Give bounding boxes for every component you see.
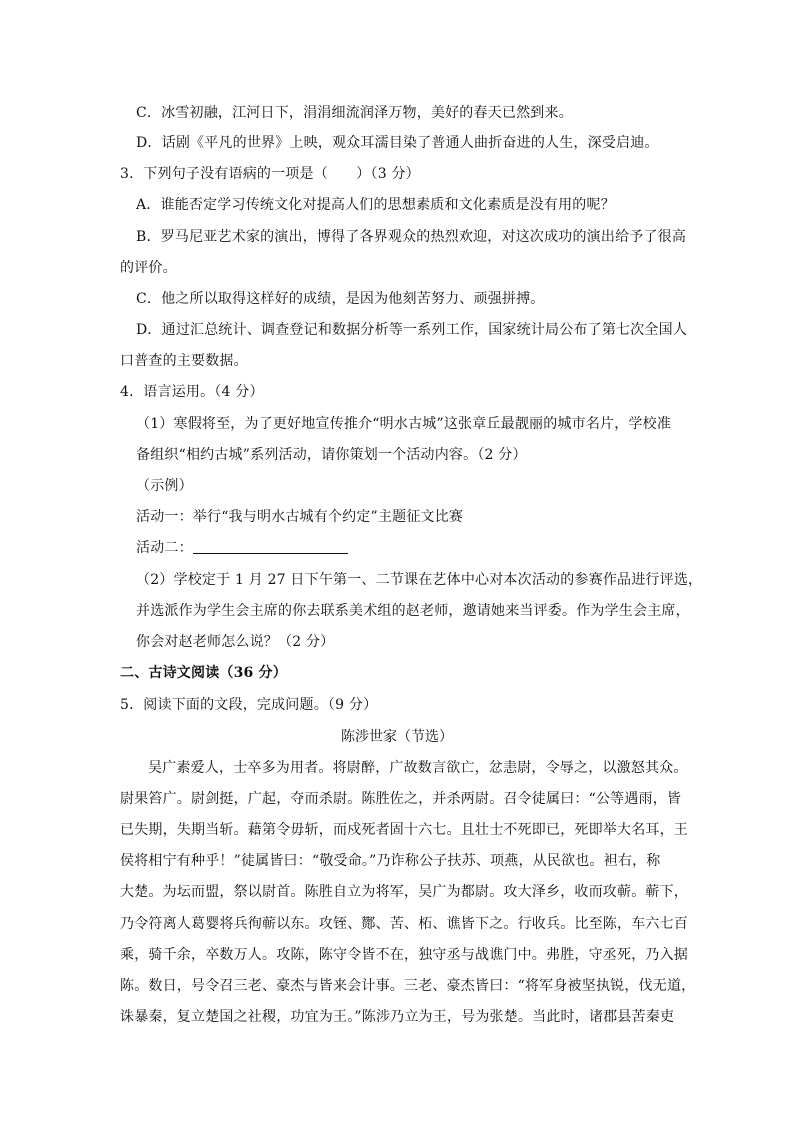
passage-line: 侯将相宁有种乎！”徒属皆曰：“敬受命。”乃诈称公子扶苏、项燕，从民欲也。袒右，称	[120, 853, 661, 869]
q4-part1-line2: 备组织“相约古城”系列活动，请你策划一个活动内容。（2 分）	[136, 447, 527, 463]
q3-stem: 3．下列句子没有语病的一项是（ ）（3 分）	[120, 166, 420, 182]
passage-line: 吴广素爱人，士卒多为用者。将尉醉，广故数言欲亡，忿恚尉，令辱之，以激怒其众。	[148, 760, 688, 776]
answer-blank[interactable]	[193, 539, 348, 554]
q4-example-label: （示例）	[136, 478, 193, 494]
q2-option-d: D．话剧《平凡的世界》上映，观众耳濡目染了普通人曲折奋进的人生，深受启迪。	[136, 135, 659, 151]
q4-activity-two	[136, 538, 348, 558]
q4-part2-line1: （2）学校定于 1 月 27 日下午第一、二节课在艺体中心对本次活动的参赛作品进行评选，	[136, 572, 703, 588]
q3-option-a: A．谁能否定学习传统文化对提高人们的思想素质和文化素质是没有用的呢？	[136, 197, 615, 213]
q3-option-d-line2: 口普查的主要数据。	[120, 353, 248, 369]
q4-stem: 4．语言运用。（4 分）	[120, 384, 264, 400]
passage-title: 陈涉世家（节选）	[341, 729, 453, 745]
q4-part2-line3: 你会对赵老师怎么说？（2 分）	[136, 634, 335, 650]
q3-option-d-line1: D．通过汇总统计、调查登记和数据分析等一系列工作，国家统计局公布了第七次全国人	[136, 322, 688, 338]
q4-activity-two-label: 活动二：	[136, 540, 193, 556]
passage-line: 诛暴秦，复立楚国之社稷，功宜为王。”陈涉乃立为王，号为张楚。当此时，诸郡县苦秦吏	[120, 1009, 675, 1025]
passage-line: 已失期，失期当斩。藉第令毋斩，而戍死者固十六七。且壮士不死即已，死即举大名耳，王	[120, 822, 688, 838]
passage-line: 大楚。为坛而盟，祭以尉首。陈胜自立为将军，吴广为都尉。攻大泽乡，收而攻蕲。蕲下，	[120, 884, 688, 900]
q2-option-c: C．冰雪初融，江河日下，涓涓细流润泽万物，美好的春天已然到来。	[136, 105, 573, 121]
passage-line: 乘，骑千余，卒数万人。攻陈，陈守令皆不在，独守丞与战谯门中。弗胜，守丞死，乃入据	[120, 947, 688, 963]
q3-option-b-line1: B．罗马尼亚艺术家的演出，博得了各界观众的热烈欢迎，对这次成功的演出给予了很高	[136, 229, 687, 245]
passage-line: 乃令符离人葛婴将兵徇蕲以东。攻铚、酂、苦、柘、谯皆下之。行收兵。比至陈，车六七百	[120, 916, 688, 932]
passage-line: 陈。数日，号令召三老、豪杰与皆来会计事。三老、豪杰皆曰：“将军身被坚执锐，伐无道，	[120, 978, 696, 994]
q5-stem: 5．阅读下面的文段，完成问题。（9 分）	[120, 697, 378, 713]
q3-option-b-line2: 的评价。	[120, 260, 177, 276]
q4-activity-one: 活动一：举行“我与明水古城有个约定”主题征文比赛	[136, 509, 464, 525]
q3-option-c: C．他之所以取得这样好的成绩，是因为他刻苦努力、顽强拼搏。	[136, 291, 545, 307]
q4-part1-line1: （1）寒假将至，为了更好地宣传推介“明水古城”这张章丘最靓丽的城市名片，学校准	[136, 416, 672, 432]
q4-part2-line2: 并选派作为学生会主席的你去联系美术组的赵老师，邀请她来当评委。作为学生会主席，	[136, 603, 690, 619]
passage-line: 尉果笞广。尉剑挺，广起，夺而杀尉。陈胜佐之，并杀两尉。召令徒属曰：“公等遇雨，皆	[120, 791, 682, 807]
section-heading: 二、古诗文阅读（36 分）	[120, 665, 287, 681]
